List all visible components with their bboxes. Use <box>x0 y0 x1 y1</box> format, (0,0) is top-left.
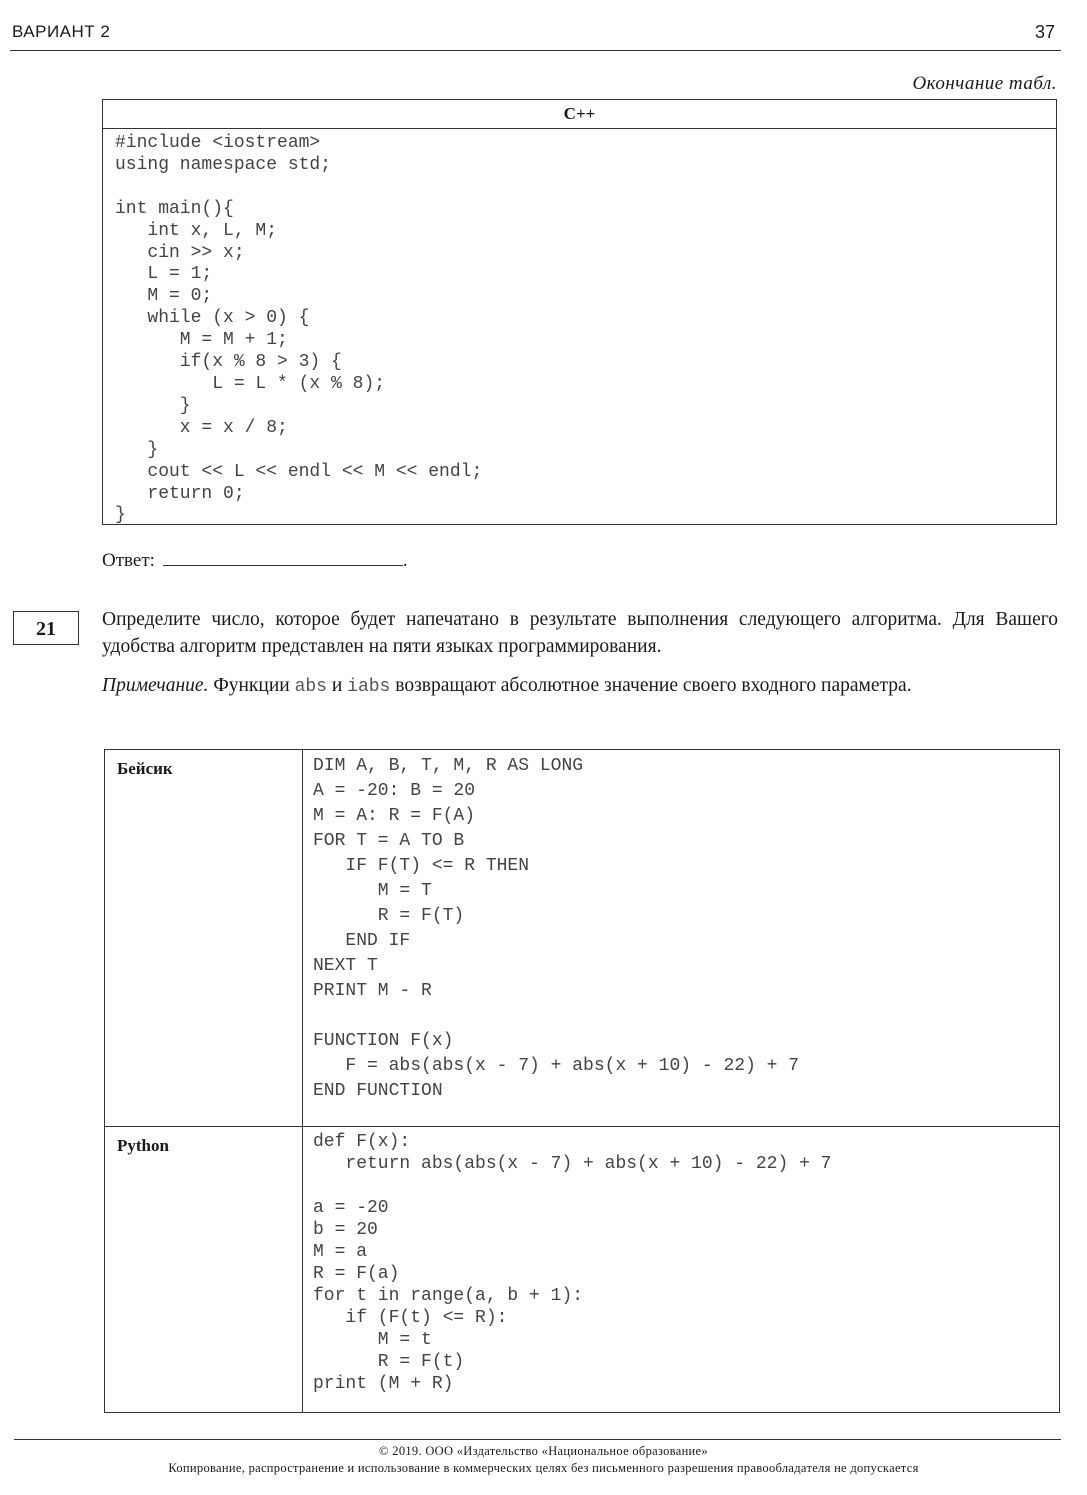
answer-blank[interactable] <box>163 551 403 566</box>
note-and: и <box>331 675 343 696</box>
answer-label: Ответ: <box>102 550 155 571</box>
python-code: def F(x): return abs(abs(x - 7) + abs(x + 10) - 22) + 7 a = -20 b = 20 M = a R = F(a) for t in range(a, b + 1): if (F(t) <= R): M = t R = F(t) print (M + R) <box>313 1132 832 1395</box>
python-row <box>105 1127 1060 1413</box>
note-part2: возвращают абсолютное значение своего входного параметра. <box>395 675 912 696</box>
task-number: 21 <box>13 611 79 645</box>
python-cell <box>303 1127 1060 1413</box>
variant-label: ВАРИАНТ 2 <box>12 22 111 41</box>
cpp-header: C++ <box>103 100 1056 129</box>
answer-end: . <box>402 550 408 571</box>
languages-table <box>104 749 1060 1413</box>
footer-copyright: © 2019. ООО «Издательство «Национальное образование» <box>379 1444 708 1458</box>
func-iabs: iabs <box>347 677 391 697</box>
header-divider <box>10 50 1061 51</box>
func-abs: abs <box>294 677 327 697</box>
basic-cell <box>303 750 1060 1127</box>
basic-row <box>105 750 1060 1127</box>
footer-divider <box>14 1439 1061 1440</box>
basic-label: Бейсик <box>105 750 303 1127</box>
answer-line <box>102 550 408 572</box>
table-continuation-note: Окончание табл. <box>912 73 1057 94</box>
cpp-code-table <box>102 99 1057 525</box>
task-note <box>102 672 1058 701</box>
cpp-code: #include <iostream> using namespace std; int main(){ int x, L, M; cin >> x; L = 1; M = 0; while (x > 0) { M = M + 1; if(x % 8 > 3) { L = L * (x % 8); } x = x / 8; } cout << L << endl << M << endl; return 0; } <box>115 133 483 526</box>
python-label: Python <box>105 1127 303 1413</box>
note-part1: Функции <box>213 675 290 696</box>
page-number: 37 <box>1034 22 1055 42</box>
note-label: Примечание. <box>102 675 209 696</box>
footer-notice: Копирование, распространение и использование в коммерческих целях без письменного разрешения правообладателя не допускается <box>168 1461 919 1475</box>
basic-code: DIM A, B, T, M, R AS LONG A = -20: B = 20 M = A: R = F(A) FOR T = A TO B IF F(T) <= R THEN M = T R = F(T) END IF NEXT T PRINT M - R FUNCTION F(x) F = abs(abs(x - 7) + abs(x + 10) - 22) + 7 END FUNCTION <box>313 756 800 1101</box>
task-text: Определите число, которое будет напечатано в результате выполнения следующего алгоритма. Для Вашего удобства алгоритм представлен на пяти языках программирования. <box>102 609 1058 657</box>
